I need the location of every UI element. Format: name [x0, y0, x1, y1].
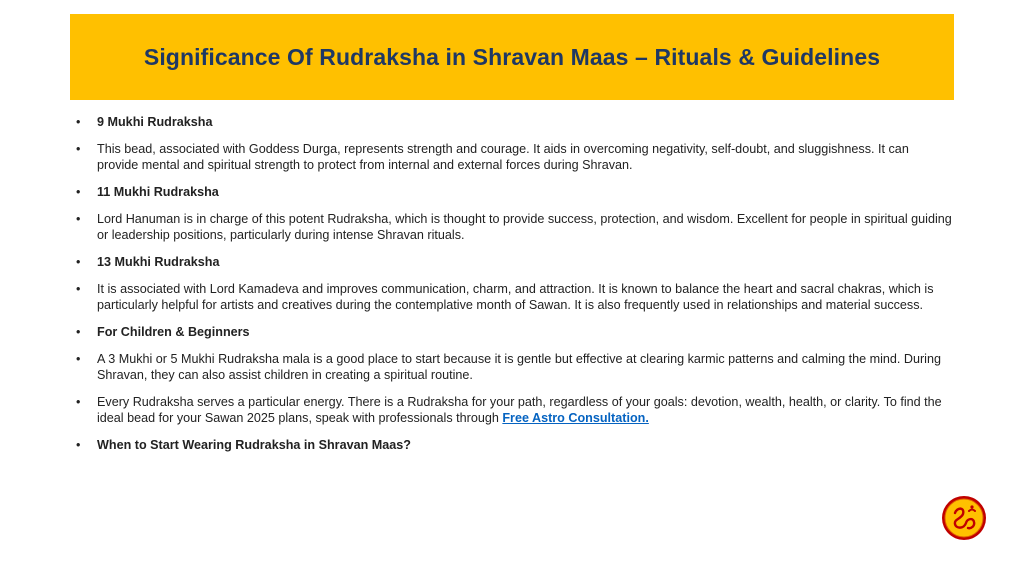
bullet-icon: • — [76, 282, 81, 296]
item-text: It is associated with Lord Kamadeva and improves communication, charm, and attraction. It is known to balance the heart and sacral chakras, which is particularly helpful for artists and creatives during the contemplative month of Sawan. It is also frequently used in relationships and material success. — [97, 282, 934, 312]
list-item — [76, 394, 952, 426]
bullet-icon: • — [76, 142, 81, 156]
bullet-icon: • — [76, 212, 81, 226]
free-astro-consultation-link[interactable]: Free Astro Consultation. — [502, 411, 649, 425]
om-logo-icon — [941, 495, 987, 541]
item-heading: When to Start Wearing Rudraksha in Shravan Maas? — [97, 438, 411, 452]
item-text: Every Rudraksha serves a particular energy. There is a Rudraksha for your path, regardless of your goals: devotion, wealth, health, or clarity. To find the ideal bead for your Sawan 2025 plans, speak with professionals through — [97, 395, 942, 425]
item-heading: 13 Mukhi Rudraksha — [97, 255, 220, 269]
item-text: This bead, associated with Goddess Durga, represents strength and courage. It aids in overcoming negativity, self-doubt, and sluggishness. It can provide mental and spiritual strength to protect from internal and external forces during Shravan. — [97, 142, 909, 172]
item-heading: 11 Mukhi Rudraksha — [97, 185, 219, 199]
bullet-icon: • — [76, 352, 81, 366]
bullet-icon: • — [76, 185, 81, 199]
item-heading: For Children & Beginners — [97, 325, 250, 339]
list-item — [76, 184, 952, 200]
bullet-icon: • — [76, 325, 81, 339]
item-text: Lord Hanuman is in charge of this potent Rudraksha, which is thought to provide success, protection, and wisdom. Excellent for people in spiritual guiding or leadership positions, particularly during intense Shravan rituals. — [97, 212, 952, 242]
list-item — [76, 281, 952, 313]
page-title: Significance Of Rudraksha in Shravan Maas – Rituals & Guidelines — [143, 43, 881, 70]
list-item — [76, 254, 952, 270]
bullet-list — [76, 114, 952, 453]
item-text: A 3 Mukhi or 5 Mukhi Rudraksha mala is a good place to start because it is gentle but effective at clearing karmic patterns and calming the mind. During Shravan, they can also assist children in creating a spiritual routine. — [97, 352, 941, 382]
bullet-icon: • — [76, 438, 81, 452]
bullet-icon: • — [76, 395, 81, 409]
list-item — [76, 114, 952, 130]
list-item — [76, 141, 952, 173]
list-item — [76, 351, 952, 383]
list-item — [76, 211, 952, 243]
bullet-icon: • — [76, 255, 81, 269]
list-item — [76, 437, 952, 453]
list-item — [76, 324, 952, 340]
bullet-icon: • — [76, 115, 81, 129]
content-area — [76, 114, 952, 464]
item-heading: 9 Mukhi Rudraksha — [97, 115, 213, 129]
title-banner — [70, 14, 954, 100]
